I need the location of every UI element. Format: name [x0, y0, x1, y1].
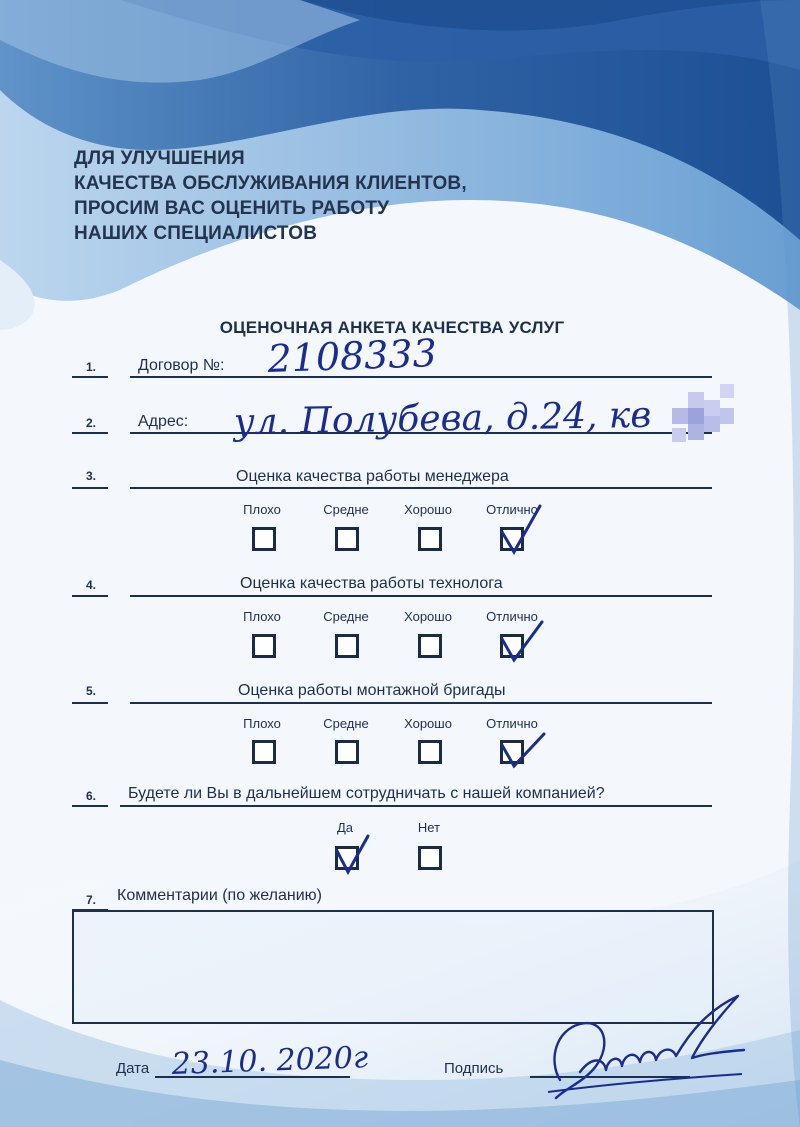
- section-rule: [120, 805, 712, 807]
- technologist-good-checkbox[interactable]: [418, 634, 442, 658]
- signature-field-line[interactable]: [530, 1076, 690, 1078]
- contract-field-line[interactable]: [130, 376, 712, 378]
- contract-handwritten-value: 2108333: [266, 331, 438, 381]
- section-rule: [130, 702, 712, 704]
- form-title-text: ОЦЕНОЧНАЯ АНКЕТА КАЧЕСТВА УСЛУГ: [219, 318, 565, 337]
- installers-poor-checkbox[interactable]: [252, 740, 276, 764]
- item-number: 5.: [86, 684, 97, 698]
- option-poor: Плохо: [243, 609, 281, 624]
- number-rule: [72, 487, 108, 489]
- option-good: Хорошо: [404, 502, 452, 517]
- section-rule: [130, 595, 712, 597]
- header-line: ПРОСИМ ВАС ОЦЕНИТЬ РАБОТУ: [74, 198, 390, 219]
- installers-average-checkbox[interactable]: [335, 740, 359, 764]
- technologist-average-checkbox[interactable]: [335, 634, 359, 658]
- cooperate-question-label: Будете ли Вы в дальнейшем сотрудничать с нашей компанией?: [128, 785, 605, 802]
- date-label: Дата: [116, 1060, 150, 1077]
- survey-header: [74, 146, 467, 246]
- address-handwritten-value: ул. Полубева, д.24, кв: [233, 394, 652, 443]
- technologist-poor-checkbox[interactable]: [252, 634, 276, 658]
- technologist-rating-label: Оценка качества работы технолога: [240, 575, 503, 592]
- address-label: Адрес:: [138, 413, 189, 430]
- option-yes: Да: [336, 820, 354, 835]
- header-line: НАШИХ СПЕЦИАЛИСТОВ: [74, 223, 318, 244]
- number-rule: [72, 376, 108, 378]
- contract-label: Договор №:: [138, 357, 225, 374]
- header-line: ДЛЯ УЛУЧШЕНИЯ: [74, 148, 245, 169]
- technologist-excellent-checkbox[interactable]: [500, 634, 524, 658]
- form-title: [0, 318, 800, 338]
- number-rule: [72, 432, 108, 434]
- option-average: Средне: [323, 609, 369, 624]
- option-no: Нет: [417, 820, 441, 835]
- item-number: 6.: [86, 789, 97, 803]
- item-number: 1.: [86, 360, 97, 374]
- cooperate-no-checkbox[interactable]: [418, 846, 442, 870]
- manager-good-checkbox[interactable]: [418, 527, 442, 551]
- option-excellent: Отлично: [486, 716, 538, 731]
- installers-good-checkbox[interactable]: [418, 740, 442, 764]
- item-number: 2.: [86, 416, 97, 430]
- manager-average-checkbox[interactable]: [335, 527, 359, 551]
- item-number: 7.: [86, 893, 97, 907]
- cooperate-yes-checkbox[interactable]: [335, 846, 359, 870]
- address-field-line[interactable]: [130, 432, 712, 434]
- number-rule: [72, 805, 108, 807]
- option-average: Средне: [323, 716, 369, 731]
- redacted-address-pixels: [672, 384, 738, 448]
- option-good: Хорошо: [404, 716, 452, 731]
- manager-excellent-checkbox[interactable]: [500, 527, 524, 551]
- number-rule: [72, 702, 108, 704]
- option-good: Хорошо: [404, 609, 452, 624]
- item-number: 3.: [86, 469, 97, 483]
- option-poor: Плохо: [243, 716, 281, 731]
- installers-excellent-checkbox[interactable]: [500, 740, 524, 764]
- installers-rating-label: Оценка работы монтажной бригады: [238, 682, 506, 699]
- option-excellent: Отлично: [486, 502, 538, 517]
- option-poor: Плохо: [243, 502, 281, 517]
- comments-textarea[interactable]: [72, 910, 714, 1024]
- signature-label: Подпись: [444, 1060, 504, 1077]
- section-rule: [130, 487, 712, 489]
- item-number: 4.: [86, 578, 97, 592]
- option-excellent: Отлично: [486, 609, 538, 624]
- header-line: КАЧЕСТВА ОБСЛУЖИВАНИЯ КЛИЕНТОВ,: [74, 173, 467, 194]
- date-handwritten-value: 23.10. 2020г: [171, 1040, 369, 1082]
- date-field-line[interactable]: [155, 1076, 350, 1078]
- manager-rating-label: Оценка качества работы менеджера: [236, 468, 509, 485]
- manager-poor-checkbox[interactable]: [252, 527, 276, 551]
- option-average: Средне: [323, 502, 369, 517]
- comments-label: Комментарии (по желанию): [117, 887, 322, 904]
- number-rule: [72, 595, 108, 597]
